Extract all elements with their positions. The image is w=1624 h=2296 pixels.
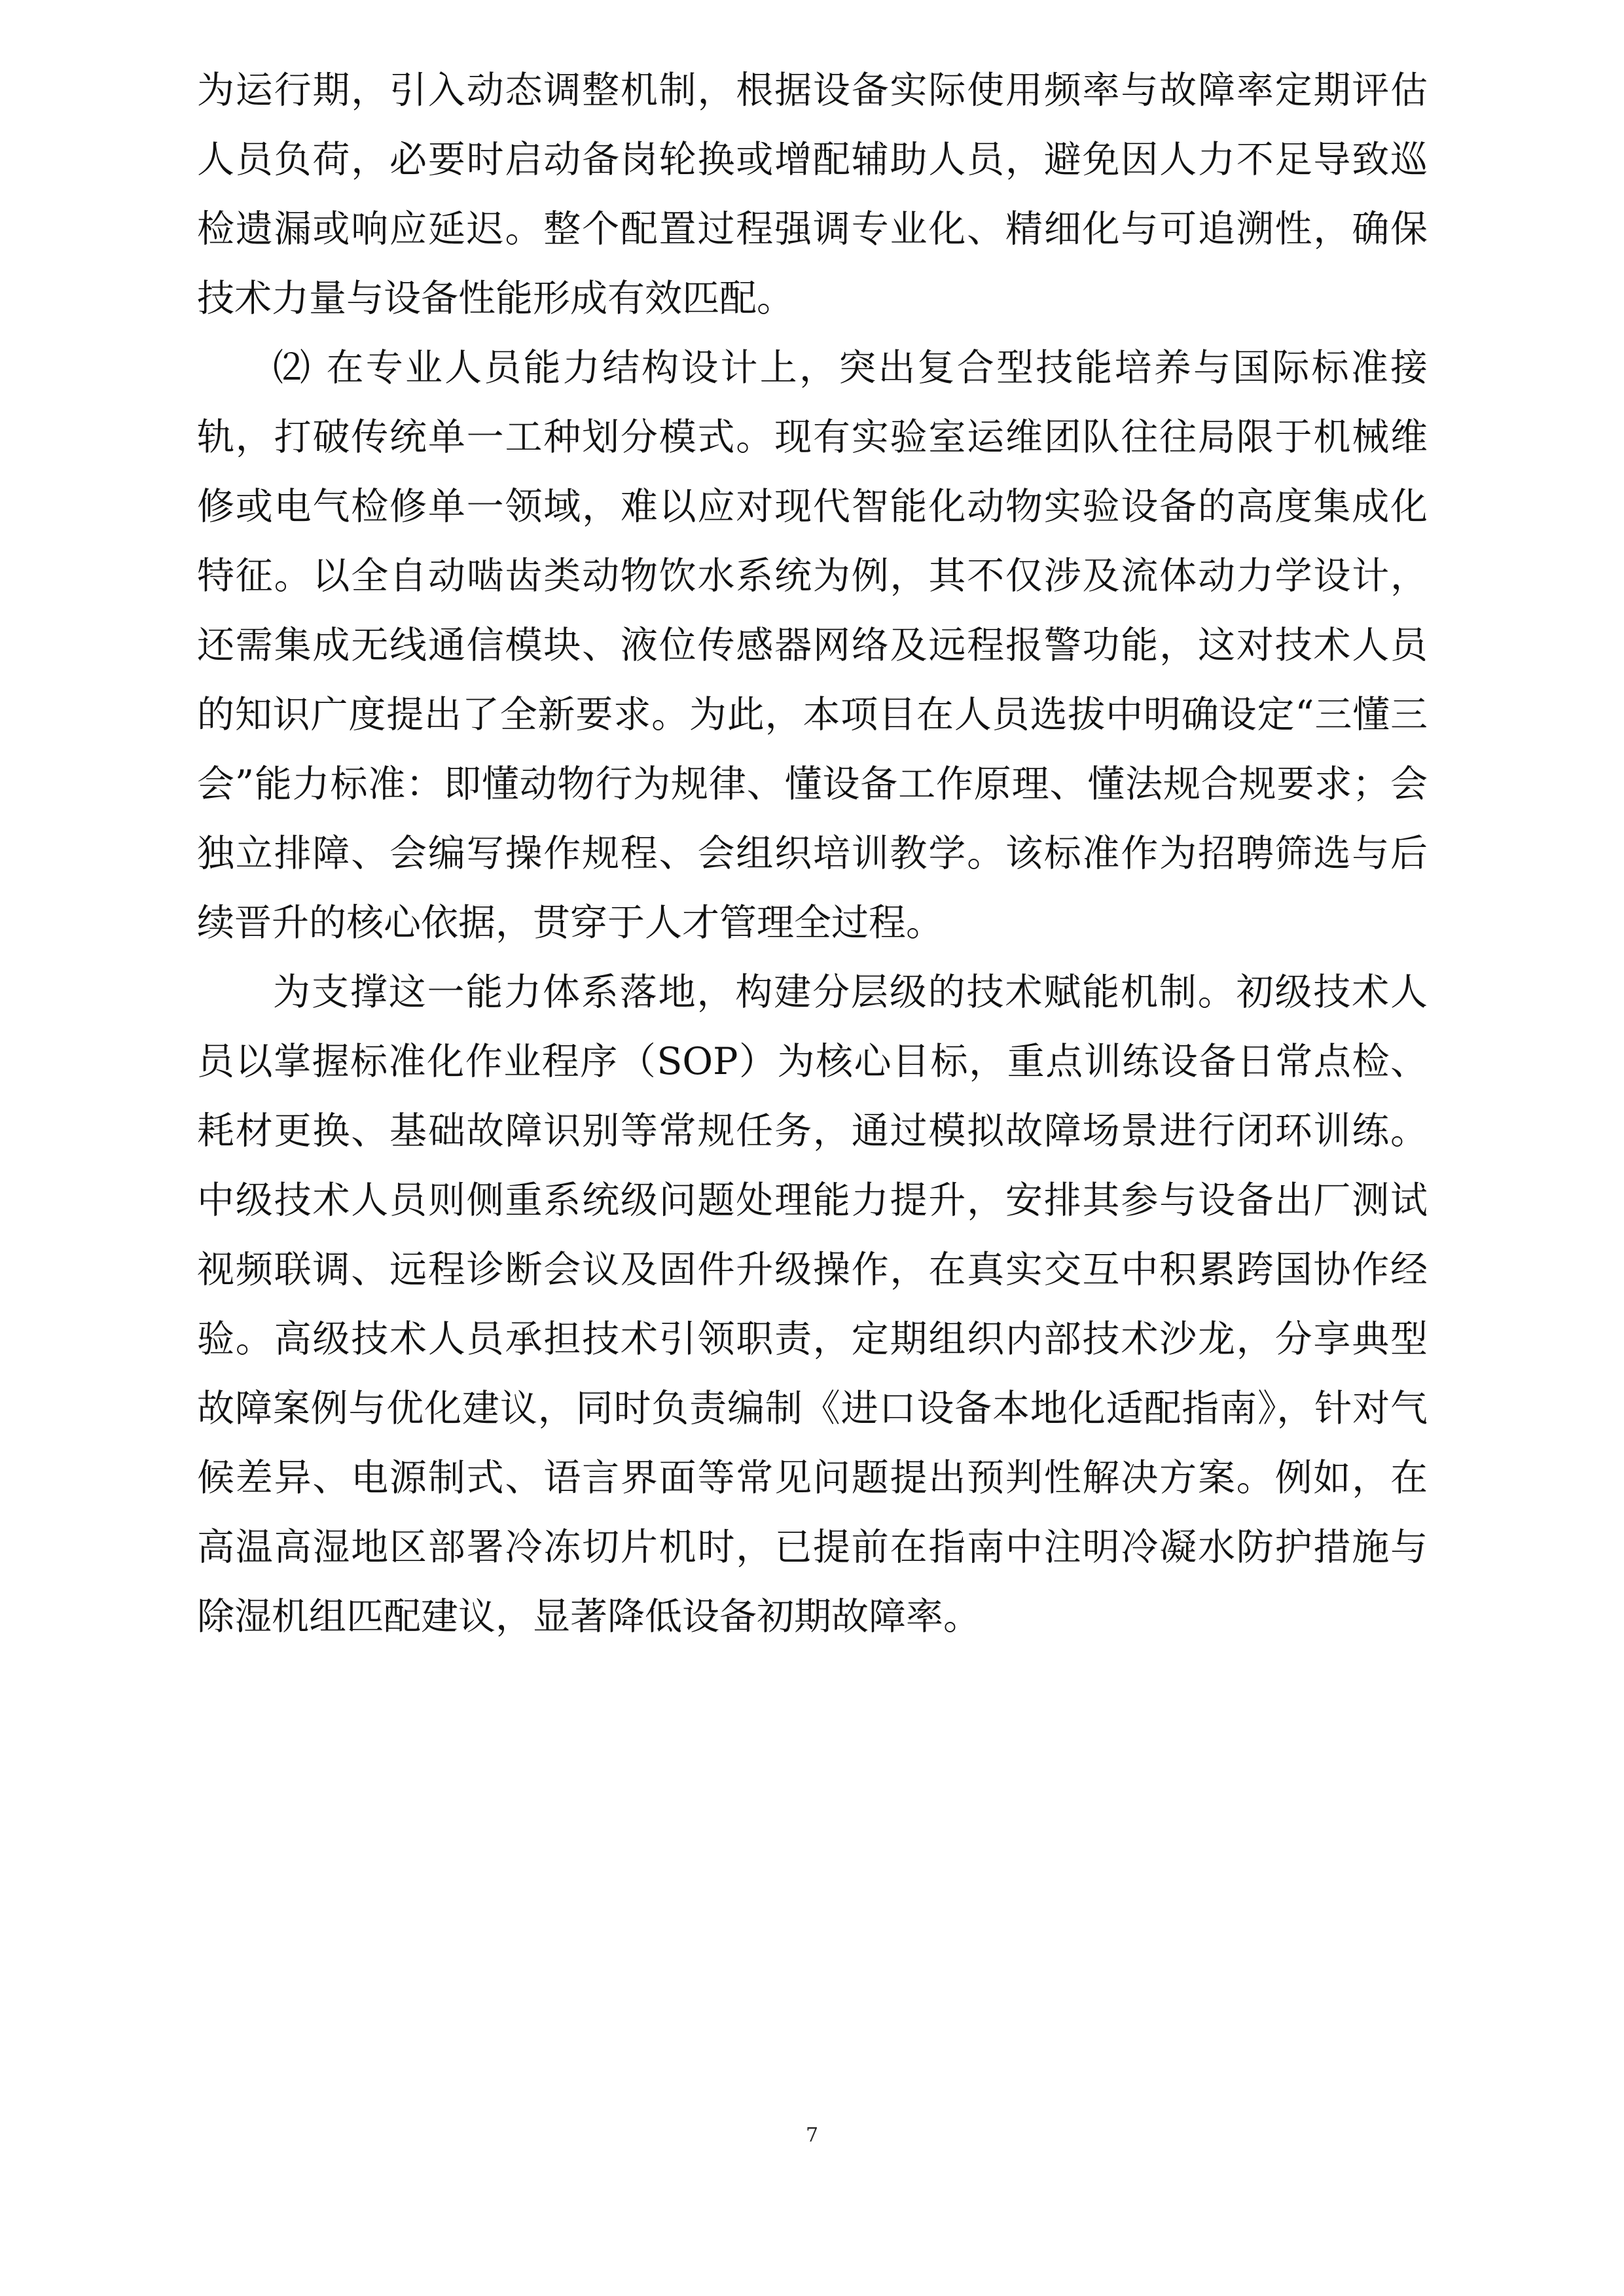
paragraph-capability-mechanism: 为支撑这一能力体系落地，构建分层级的技术赋能机制。初级技术人员以掌握标准化作业程序（SOP）为核心目标，重点训练设备日常点检、耗材更换、基础故障识别等常规任务，通过模拟故障场景进行闭环训练。中级技术人员则侧重系统级问题处理能力提升，安排其参与设备出厂测试视频联调、远程诊断会议及固件升级操作，在真实交互中积累跨国协作经验。高级技术人员承担技术引领职责，定期组织内部技术沙龙，分享典型故障案例与优化建议，同时负责编制《进口设备本地化适配指南》，针对气候差异、电源制式、语言界面等常见问题提出预判性解决方案。例如，在高温高湿地区部署冷冻切片机时，已提前在指南中注明冷凝水防护措施与除湿机组匹配建议，显著降低设备初期故障率。 bbox=[197, 971, 1428, 1638]
body-text bbox=[197, 56, 1428, 1651]
page-number: 7 bbox=[805, 2124, 819, 2147]
paragraph-continuation: 为运行期，引入动态调整机制，根据设备实际使用频率与故障率定期评估人员负荷，必要时启动备岗轮换或增配辅助人员，避免因人力不足导致巡检遗漏或响应延迟。整个配置过程强调专业化、精细化与可追溯性，确保技术力量与设备性能形成有效匹配。 bbox=[197, 69, 1428, 320]
paragraph-item-2: ⑵ 在专业人员能力结构设计上，突出复合型技能培养与国际标准接轨，打破传统单一工种划分模式。现有实验室运维团队往往局限于机械维修或电气检修单一领域，难以应对现代智能化动物实验设备的高度集成化特征。以全自动啮齿类动物饮水系统为例，其不仅涉及流体动力学设计，还需集成无线通信模块、液位传感器网络及远程报警功能，这对技术人员的知识广度提出了全新要求。为此，本项目在人员选拔中明确设定“三懂三会”能力标准：即懂动物行为规律、懂设备工作原理、懂法规合规要求；会独立排障、会编写操作规程、会组织培训教学。该标准作为招聘筛选与后续晋升的核心依据，贯穿于人才管理全过程。 bbox=[197, 346, 1428, 944]
